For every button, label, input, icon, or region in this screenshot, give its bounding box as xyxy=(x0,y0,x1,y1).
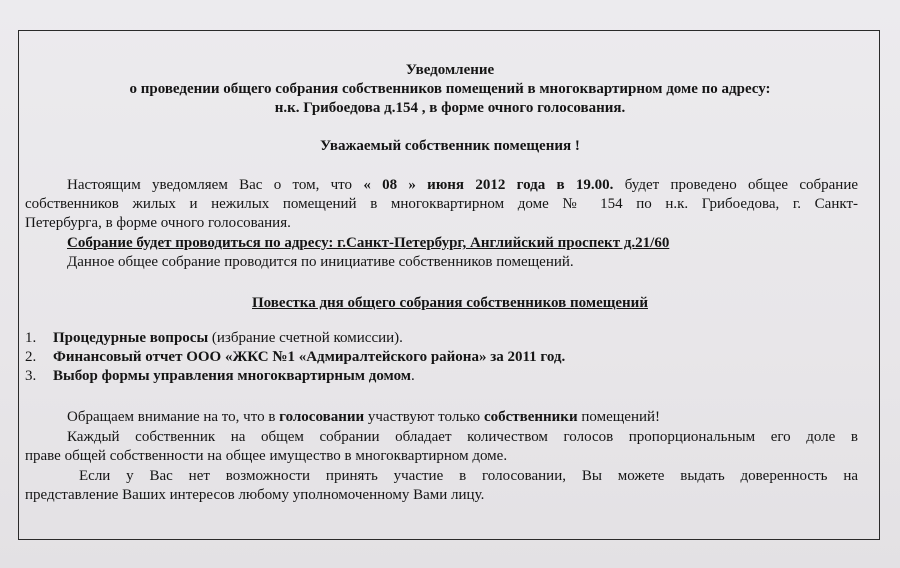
note-votes-line-1: Каждый собственник на общем собрании обладает количеством голосов пропорциональным его доле в xyxy=(67,429,858,445)
greeting: Уважаемый собственник помещения ! xyxy=(320,138,580,154)
note-proxy-line-1: Если у Вас нет возможности принять участие в голосовании, Вы можете выдать доверенность на xyxy=(79,468,858,484)
notice-title: Уведомление xyxy=(405,62,495,78)
meeting-address: Собрание будет проводиться по адресу: г.Санкт-Петербург, Английский проспект д.21/60 xyxy=(67,235,670,251)
agenda-heading: Повестка дня общего собрания собственников помещений xyxy=(252,295,648,311)
intro-line-3: Петербурга, в форме очного голосования. xyxy=(25,215,291,231)
initiative-line: Данное общее собрание проводится по инициативе собственников помещений. xyxy=(67,254,574,270)
notice-subtitle-line-2: н.к. Грибоедова д.154 , в форме очного голосования. xyxy=(274,100,626,116)
meeting-date: « 08 » июня 2012 года в 19.00. xyxy=(363,177,614,193)
intro-line-2: собственников жилых и нежилых помещений в многоквартирном доме № 154 по н.к. Грибоедова, г. Санкт- xyxy=(25,196,858,212)
note-voting-owners: Обращаем внимание на то, что в голосовании участвуют только собственники помещений! xyxy=(67,409,661,425)
notice-subtitle-line-1: о проведении общего собрания собственников помещений в многоквартирном доме по адресу: xyxy=(129,81,771,97)
note-proxy-line-2: представление Ваших интересов любому уполномоченному Вами лицу. xyxy=(25,487,485,503)
note-votes-line-2: праве общей собственности на общее имущество в многоквартирном доме. xyxy=(25,448,508,464)
agenda-item-2: 2. Финансовый отчет ООО «ЖКС №1 «Адмиралтейского района» за 2011 год. xyxy=(25,349,566,365)
agenda-item-1: 1. Процедурные вопросы (избрание счетной комиссии). xyxy=(25,330,403,346)
intro-line-1: Настоящим уведомляем Вас о том, что « 08 » июня 2012 года в 19.00. будет проведено общее собрание xyxy=(67,177,859,193)
agenda-item-3: 3. Выбор формы управления многоквартирным домом. xyxy=(25,368,415,384)
